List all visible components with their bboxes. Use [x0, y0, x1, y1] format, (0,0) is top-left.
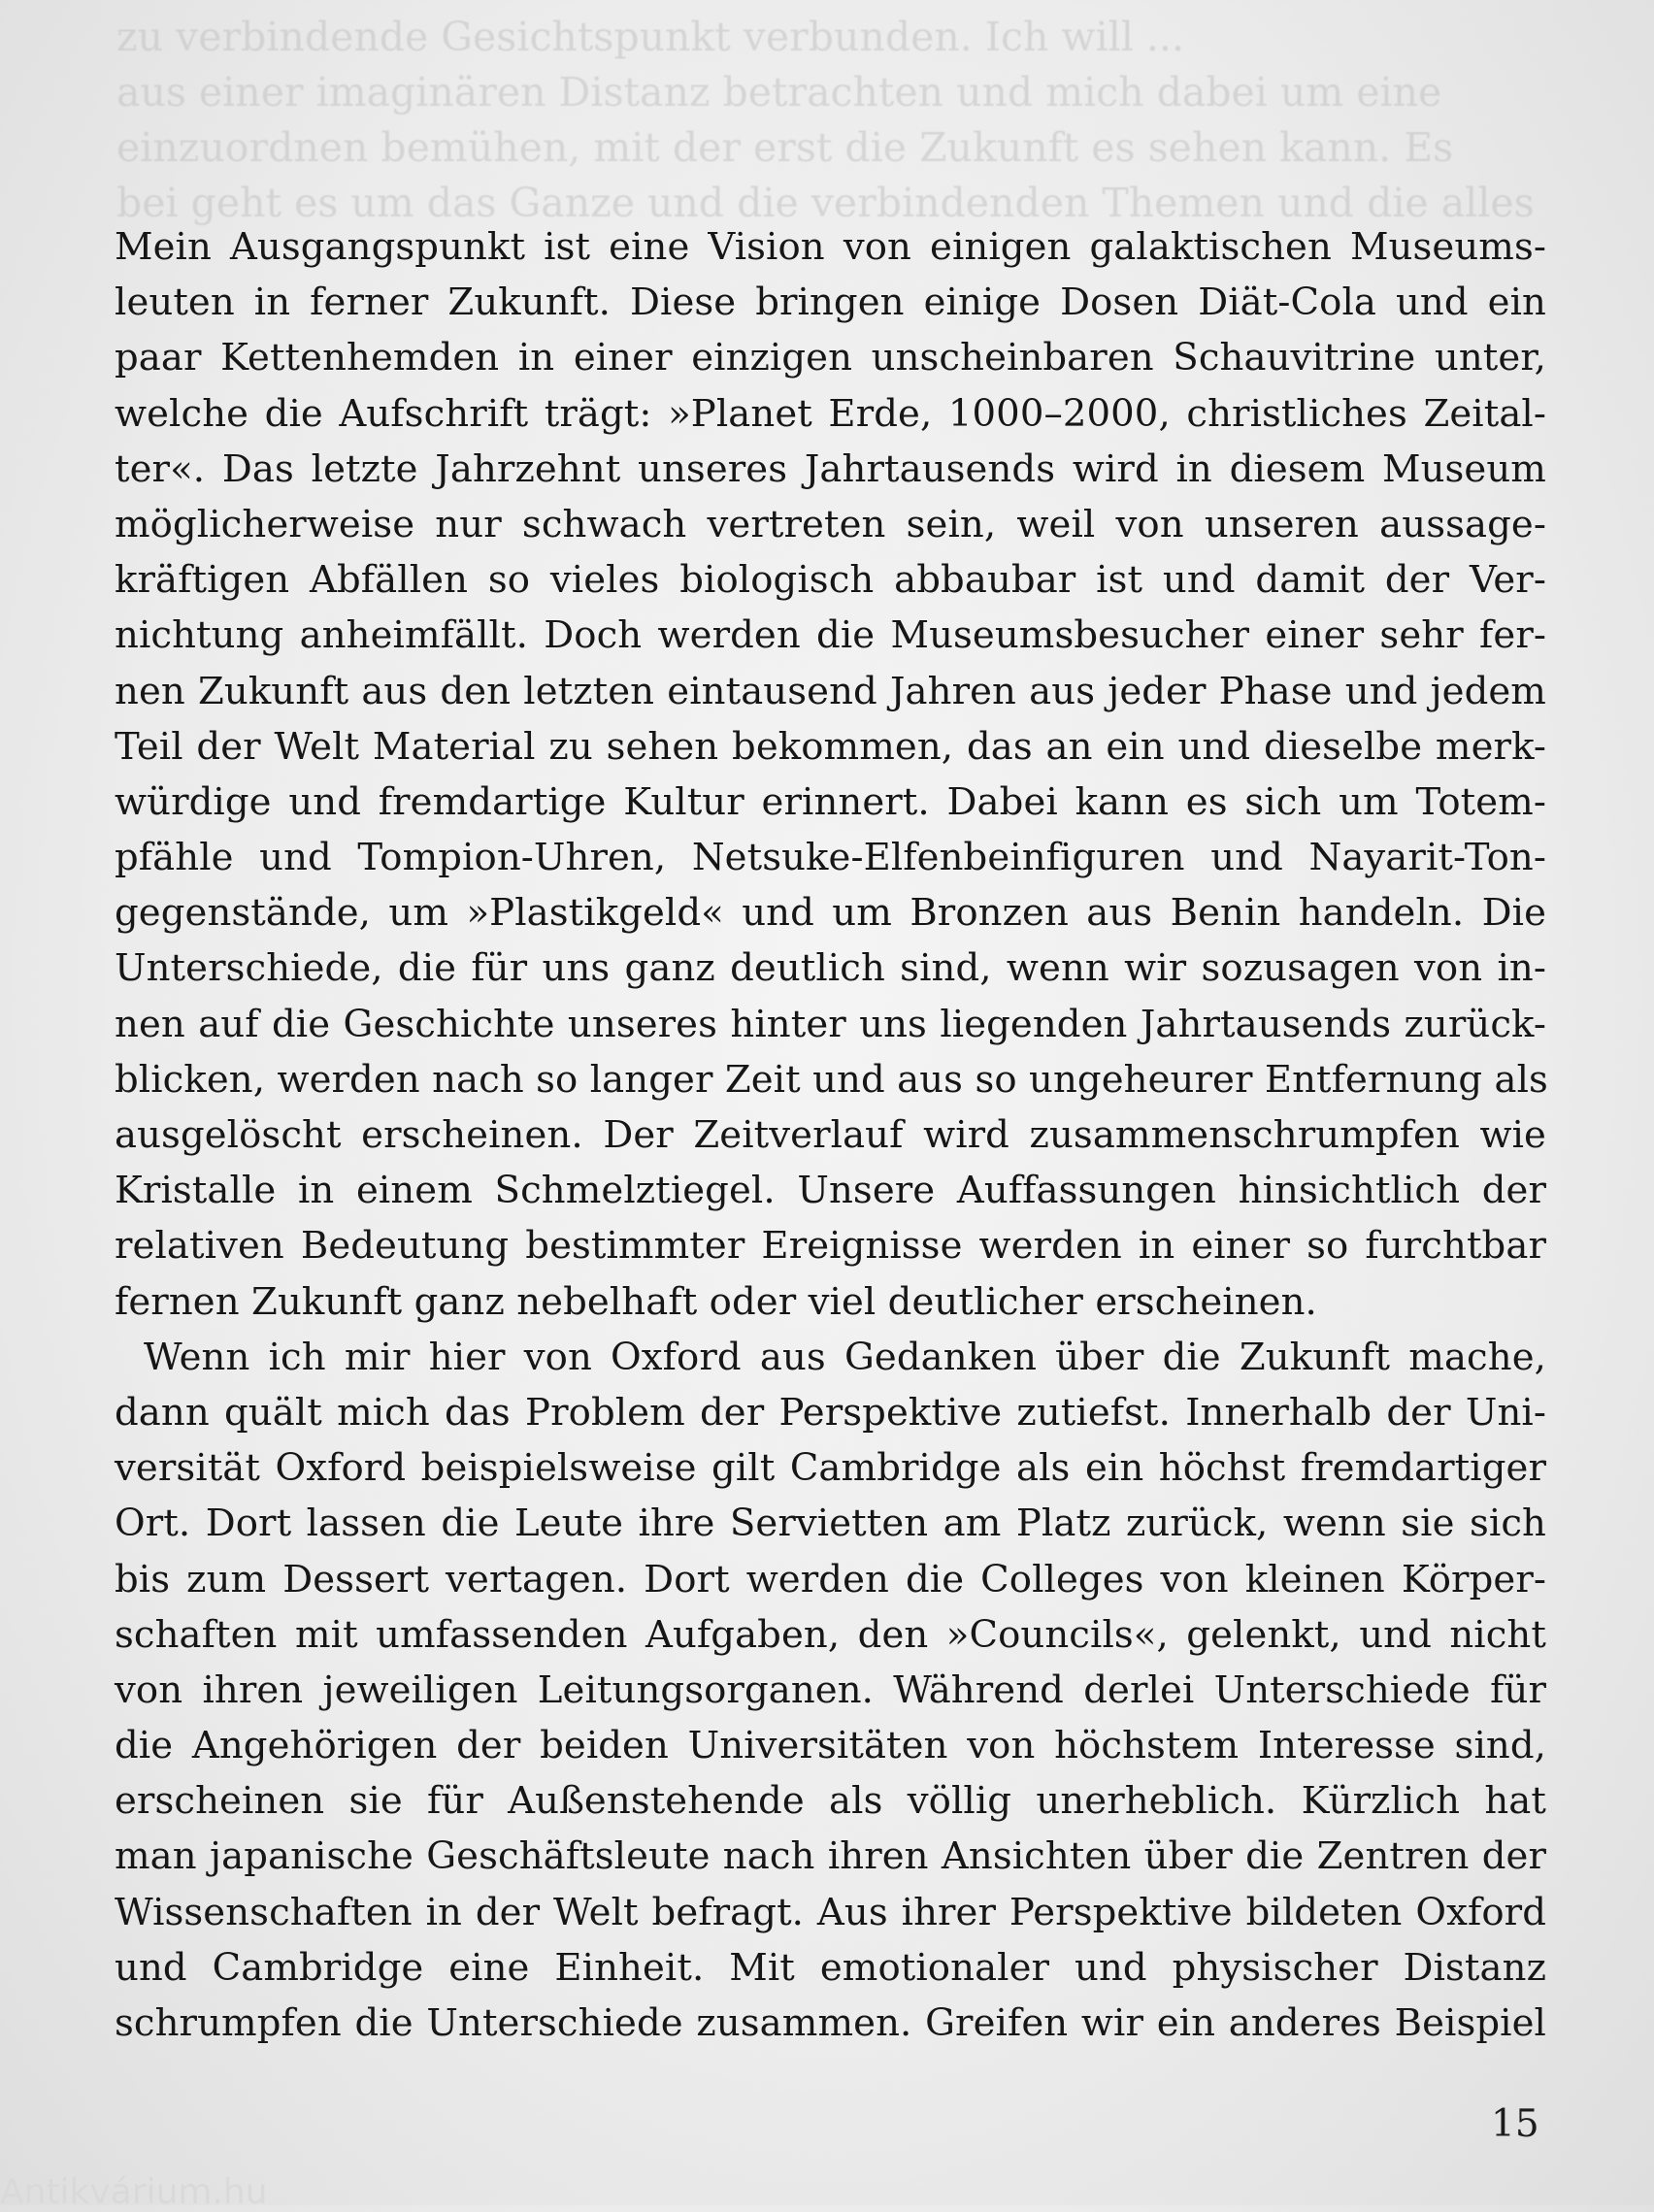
paragraph-2: [115, 1330, 1546, 2051]
text-line: Unterschiede, die für uns ganz deutlich sind, wenn wir sozusagen von in-: [115, 946, 1546, 991]
text-line: leuten in ferner Zukunft. Diese bringen einige Dosen Diät-Cola und ein: [115, 281, 1546, 325]
bleed-through-line: bei geht es um das Ganze und die verbindenden Themen und die alles: [116, 180, 1535, 226]
text-line: Mein Ausgangspunkt ist eine Vision von einigen galaktischen Museums-: [115, 225, 1546, 269]
text-line: bis zum Dessert vertagen. Dort werden die Colleges von kleinen Körper-: [115, 1557, 1546, 1601]
bleed-through-line: zu verbindende Gesichtspunkt verbunden. Ich will ...: [116, 14, 1184, 60]
text-line: relativen Bedeutung bestimmter Ereignisse werden in einer so furchtbar: [115, 1224, 1546, 1269]
text-line: erscheinen sie für Außenstehende als völlig unerheblich. Kürzlich hat: [115, 1779, 1546, 1824]
text-line: und Cambridge eine Einheit. Mit emotionaler und physischer Distanz: [115, 1945, 1546, 1990]
text-line: nen auf die Geschichte unseres hinter uns liegenden Jahrtausends zurück-: [115, 1002, 1546, 1046]
text-line: schrumpfen die Unterschiede zusammen. Greifen wir ein anderes Beispiel: [115, 2001, 1546, 2045]
text-line: welche die Aufschrift trägt: »Planet Erde, 1000–2000, christliches Zeital-: [115, 391, 1546, 436]
text-line: die Angehörigen der beiden Universitäten von höchstem Interesse sind,: [115, 1724, 1546, 1768]
bleed-through-line: aus einer imaginären Distanz betrachten und mich dabei um eine: [116, 69, 1442, 116]
paragraph-1: [115, 219, 1546, 1330]
text-line: nen Zukunft aus den letzten eintausend Jahren aus jeder Phase und jedem: [115, 669, 1546, 713]
text-line: Ort. Dort lassen die Leute ihre Servietten am Platz zurück, wenn sie sich: [115, 1502, 1546, 1546]
text-line: gegenstände, um »Plastikgeld« und um Bronzen aus Benin handeln. Die: [115, 891, 1546, 936]
text-line: versität Oxford beispielsweise gilt Cambridge als ein höchst fremdartiger: [115, 1446, 1546, 1491]
text-line: ausgelöscht erscheinen. Der Zeitverlauf wird zusammenschrumpfen wie: [115, 1113, 1546, 1157]
text-line: Wenn ich mir hier von Oxford aus Gedanken über die Zukunft mache,: [144, 1335, 1546, 1379]
text-line: von ihren jeweiligen Leitungsorganen. Während derlei Unterschiede für: [115, 1667, 1546, 1712]
bleed-through-line: einzuordnen bemühen, mit der erst die Zukunft es sehen kann. Es: [116, 124, 1454, 171]
text-line: Wissenschaften in der Welt befragt. Aus ihrer Perspektive bildeten Oxford: [115, 1890, 1546, 1934]
text-line: würdige und fremdartige Kultur erinnert. Dabei kann es sich um Totem-: [115, 779, 1546, 824]
watermark: Antikvárium.hu: [0, 2172, 268, 2212]
text-line: dann quält mich das Problem der Perspektive zutiefst. Innerhalb der Uni-: [115, 1390, 1546, 1435]
text-line: Kristalle in einem Schmelztiegel. Unsere Auffassungen hinsichtlich der: [115, 1169, 1546, 1213]
page-body: [115, 219, 1546, 2051]
text-line: blicken, werden nach so langer Zeit und aus so ungeheurer Entfernung als: [115, 1057, 1548, 1102]
text-line: pfähle und Tompion-Uhren, Netsuke-Elfenbeinfiguren und Nayarit-Ton-: [115, 836, 1546, 880]
text-line: paar Kettenhemden in einer einzigen unscheinbaren Schauvitrine unter,: [115, 336, 1546, 380]
text-line: möglicherweise nur schwach vertreten sein, weil von unseren aussage-: [115, 502, 1546, 546]
text-line: schaften mit umfassenden Aufgaben, den »Councils«, gelenkt, und nicht: [115, 1612, 1546, 1657]
text-line: Teil der Welt Material zu sehen bekommen, das an ein und dieselbe merk-: [115, 724, 1546, 769]
text-line: kräftigen Abfällen so vieles biologisch abbaubar ist und damit der Ver-: [115, 558, 1546, 603]
text-line: ter«. Das letzte Jahrzehnt unseres Jahrtausends wird in diesem Museum: [115, 446, 1546, 491]
page-number: 15: [1491, 2102, 1539, 2146]
bleed-through-text: [116, 10, 1553, 231]
text-line: nichtung anheimfällt. Doch werden die Museumsbesucher einer sehr fer-: [115, 613, 1546, 658]
text-line: man japanische Geschäftsleute nach ihren Ansichten über die Zentren der: [115, 1834, 1546, 1879]
text-line: fernen Zukunft ganz nebelhaft oder viel deutlicher erscheinen.: [115, 1279, 1317, 1324]
